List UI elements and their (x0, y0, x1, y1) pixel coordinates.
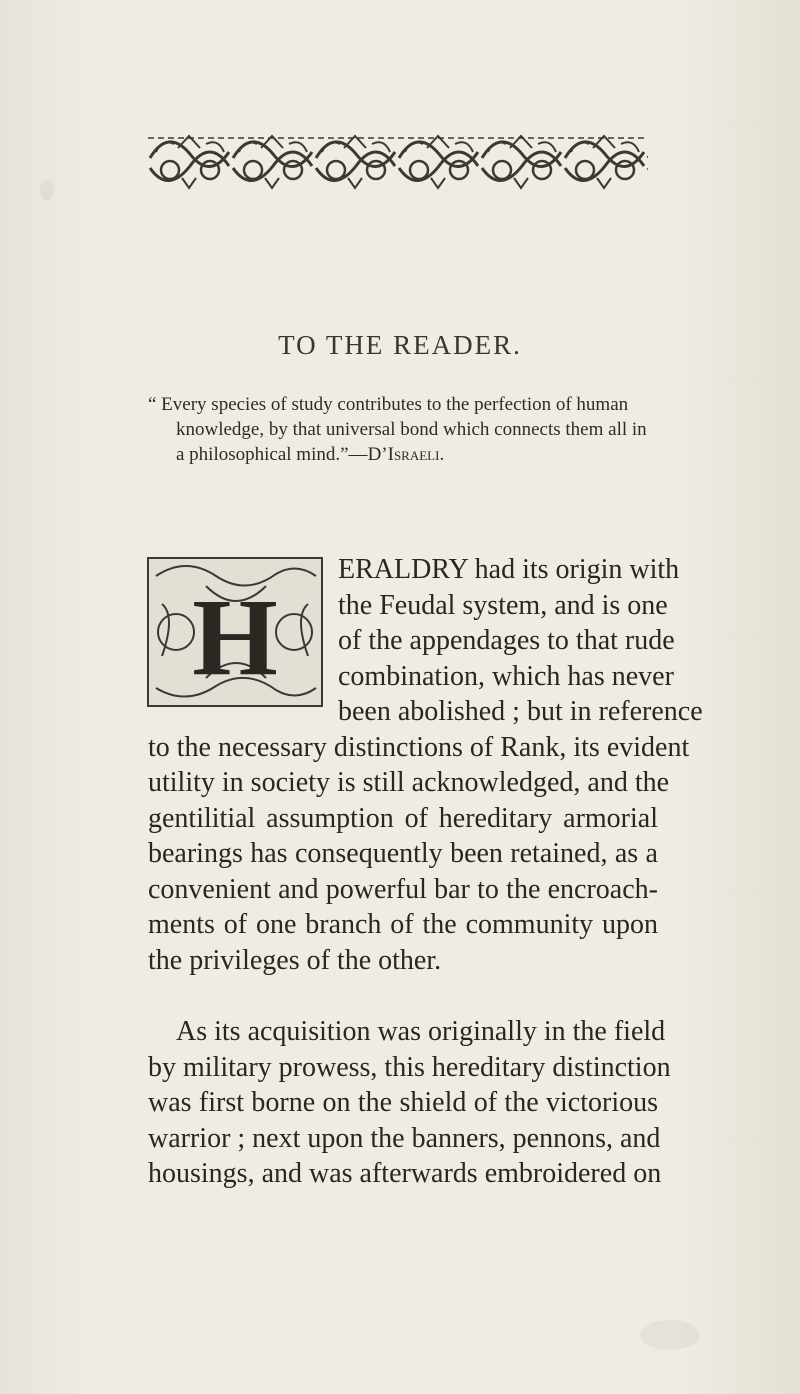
text-line: been abolished ; but in reference (338, 696, 703, 727)
text-line: As its acquisition was originally in the field (176, 1016, 666, 1047)
paper-stain (40, 180, 54, 200)
paper-stain (640, 1320, 700, 1350)
text-line: gentilitial assumption of hereditary armorial (148, 802, 658, 834)
epigraph-line: knowledge, by that universal bond which connects them all in (176, 419, 647, 440)
initial-letter: H (192, 576, 278, 698)
epigraph-line: “ Every species of study contributes to the perfection of human (148, 394, 629, 415)
text-line: combination, which has never (338, 660, 674, 692)
text-line: to the necessary distinctions of Rank, its evident (148, 731, 690, 763)
text-line: ERALDRY had its origin with (338, 554, 680, 585)
page-title: TO THE READER. (278, 330, 522, 360)
text-line: warrior ; next upon the banners, pennons, and (148, 1122, 661, 1154)
text-line: by military prowess, this hereditary distinction (148, 1051, 671, 1083)
text-line: the privileges of the other. (148, 944, 442, 976)
ornamental-headpiece-icon (148, 108, 648, 200)
epigraph-quote (148, 392, 668, 467)
text-line: utility in society is still acknowledged, and the (148, 767, 670, 798)
text-line: the Feudal system, and is one (338, 589, 668, 621)
text-line: housings, and was afterwards embroidered on (148, 1158, 662, 1189)
epigraph-text: a philosophical mind.”— (176, 444, 368, 465)
text-line: was first borne on the shield of the victorious (148, 1087, 658, 1118)
epigraph-line (148, 442, 668, 467)
text-line: convenient and powerful bar to the encroach- (148, 873, 658, 905)
text-line: bearings has consequently been retained, as a (148, 838, 658, 869)
text-line: of the appendages to that rude (338, 625, 675, 656)
body-text (148, 552, 703, 1192)
epigraph-author: D’Israeli. (367, 444, 445, 465)
text-line: ments of one branch of the community upon (148, 909, 658, 940)
